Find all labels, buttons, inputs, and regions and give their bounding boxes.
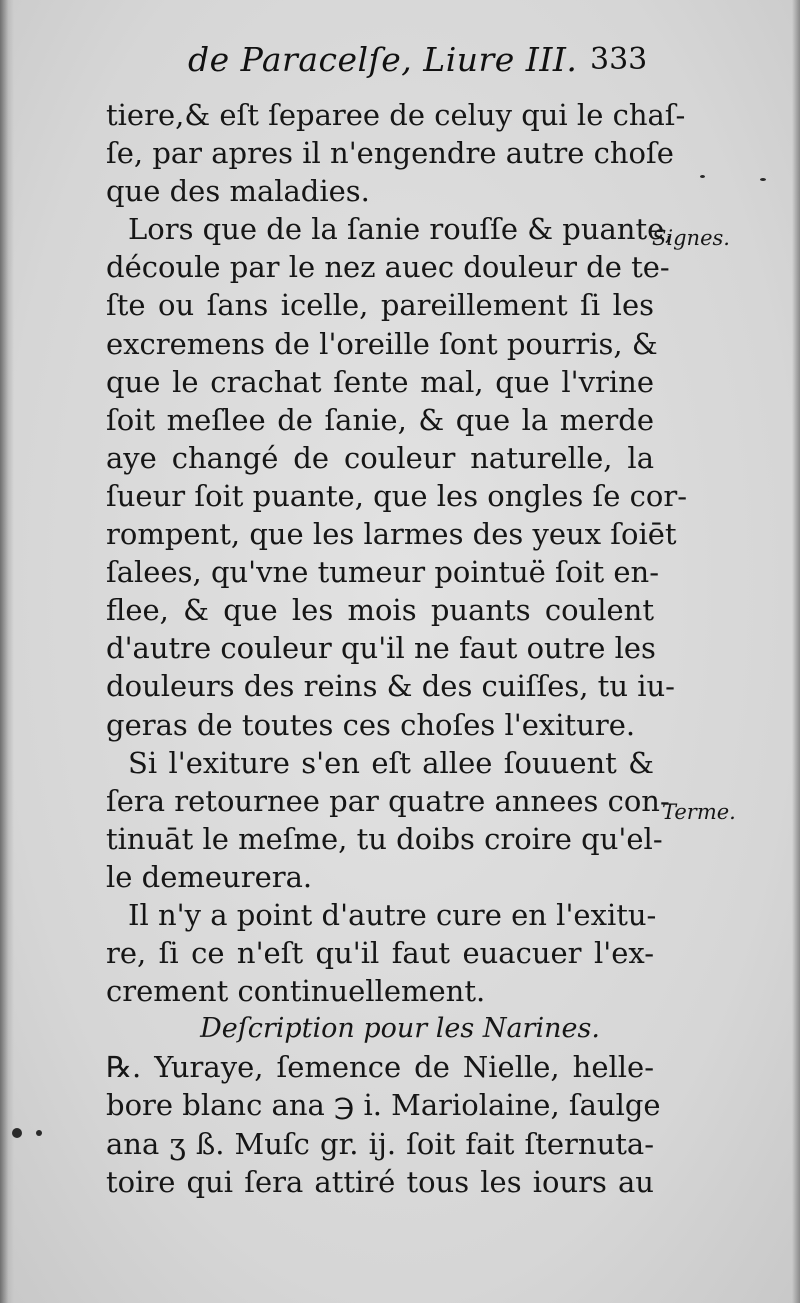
text-line: ſoit meſlee de ſanie, & que la merde — [106, 402, 654, 437]
page-gutter-shadow — [0, 0, 14, 1303]
text-line: crement continuellement. — [106, 974, 486, 1009]
recipe-heading: Deſcription pour les Narines. — [200, 1013, 600, 1045]
text-line: ſe, par apres il n'engendre autre choſe — [106, 136, 674, 171]
text-line: geras de toutes ces choſes l'exiture. — [106, 707, 636, 742]
text-line: flee, & que les mois puants coulent — [106, 593, 654, 628]
text-line: ſueur ſoit puante, que les ongles ſe cor- — [106, 478, 688, 513]
text-line: Il n'y a point d'autre cure en l'exitu- — [128, 897, 657, 932]
text-line: aye changé de couleur naturelle, la — [106, 440, 654, 475]
page-number: 333 — [590, 42, 648, 77]
text-line: découle par le nez auec douleur de te- — [106, 250, 670, 285]
text-line: que le crachat ſente mal, que l'vrine — [106, 364, 654, 399]
margin-note-terme: Terme. — [662, 800, 736, 824]
recipe-line: ℞. Yuraye, ſemence de Nielle, helle- — [106, 1050, 654, 1085]
text-line: ſte ou ſans icelle, pareillement ſi les — [106, 288, 654, 323]
text-line: d'autre couleur qu'il ne faut outre les — [106, 631, 656, 666]
ink-spot — [700, 175, 705, 178]
ink-spot — [760, 178, 766, 181]
text-line: excremens de l'oreille ſont pourris, & — [106, 326, 658, 361]
text-line: douleurs des reins & des cuiſſes, tu iu- — [106, 669, 675, 704]
ink-spot — [12, 1128, 22, 1138]
margin-note-signes: Signes. — [652, 226, 730, 250]
text-line: que des maladies. — [106, 174, 370, 209]
recipe-line: toire qui ſera attiré tous les iours au — [106, 1164, 654, 1199]
text-line: Lors que de la ſanie rouſſe & puante, — [128, 212, 674, 247]
running-title: de Paracelſe, Liure III. — [188, 40, 578, 79]
text-line: ſera retournee par quatre annees con- — [106, 783, 670, 818]
ink-spot — [36, 1130, 42, 1136]
text-line: rompent, que les larmes des yeux ſoiēt — [106, 517, 677, 552]
recipe-line: bore blanc ana ℈ i. Mariolaine, ſaulge — [106, 1088, 661, 1123]
recipe-line: ana ʒ ß. Muſc gr. ij. ſoit fait ſternuta- — [106, 1126, 654, 1161]
text-line: ſalees, qu'vne tumeur pointuë ſoit en- — [106, 555, 660, 590]
text-line: tiere,& eſt ſeparee de celuy qui le chaſ- — [106, 98, 686, 132]
text-line: tinuāt le meſme, tu doibs croire qu'el- — [106, 821, 663, 856]
body-text — [106, 96, 688, 1201]
text-line: Si l'exiture s'en eſt allee ſouuent & — [128, 745, 654, 780]
text-line: re, ſi ce n'eſt qu'il faut euacuer l'ex- — [106, 936, 654, 971]
text-line: le demeurera. — [106, 859, 313, 894]
page-edge-shadow — [792, 0, 800, 1303]
